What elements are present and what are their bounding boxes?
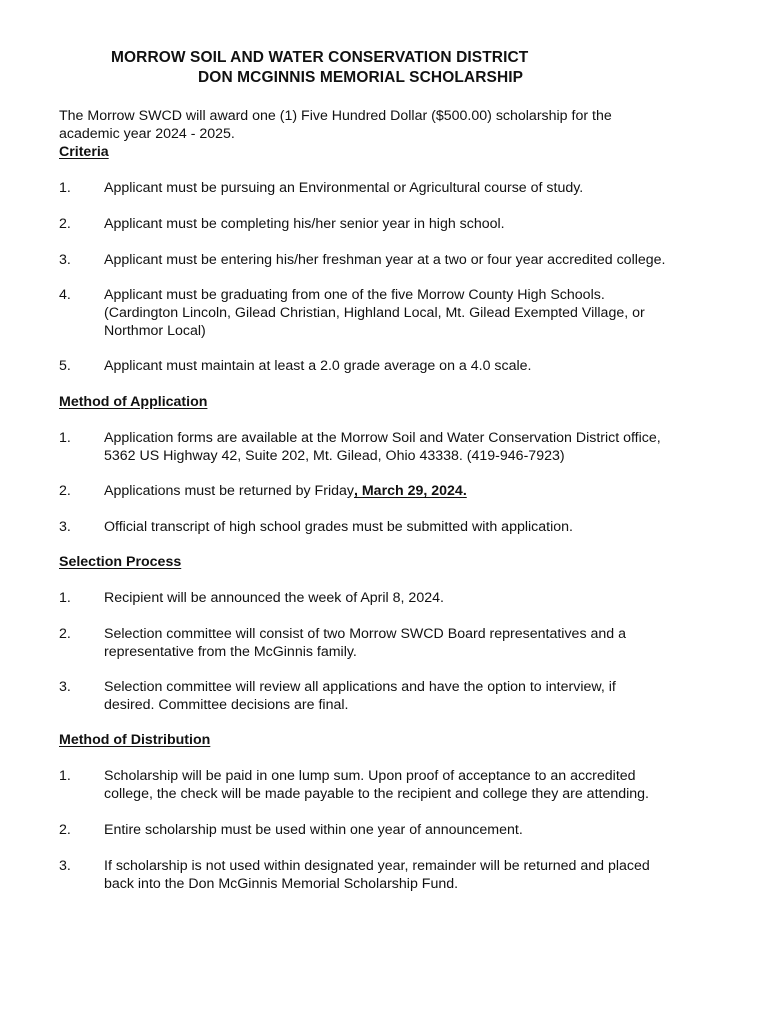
item-text-line: Applicant must be entering his/her freshman year at a two or four year accredited college. xyxy=(104,252,666,268)
item-text-line xyxy=(104,482,719,500)
item-text xyxy=(104,767,719,803)
item-text-line: Official transcript of high school grades must be submitted with application. xyxy=(104,519,573,535)
item-number: 3. xyxy=(59,519,71,535)
item-text xyxy=(104,589,719,607)
item-text xyxy=(104,482,719,500)
item-text-line: (Cardington Lincoln, Gilead Christian, Highland Local, Mt. Gilead Exempted Village, or xyxy=(104,305,645,321)
item-text xyxy=(104,678,719,714)
item-text-line: college, the check will be made payable to the recipient and college they are attending. xyxy=(104,786,649,802)
item-text xyxy=(104,251,719,269)
item-text-line: Applicant must maintain at least a 2.0 grade average on a 4.0 scale. xyxy=(104,358,532,374)
intro-paragraph xyxy=(59,107,709,143)
item-text xyxy=(104,215,719,233)
selection-process-heading: Selection Process xyxy=(59,554,182,570)
item-text xyxy=(104,518,719,536)
item-text-line: Selection committee will review all applications and have the option to interview, if xyxy=(104,679,616,695)
item-number: 5. xyxy=(59,358,71,374)
item-text xyxy=(104,286,719,340)
item-text-line: Application forms are available at the Morrow Soil and Water Conservation District office, xyxy=(104,430,661,446)
item-number: 1. xyxy=(59,590,71,606)
method-of-application-heading: Method of Application xyxy=(59,394,208,410)
item-text-line: 5362 US Highway 42, Suite 202, Mt. Gilead, Ohio 43338. (419-946-7923) xyxy=(104,448,565,464)
criteria-heading: Criteria xyxy=(59,144,109,160)
item-text xyxy=(104,357,719,375)
item-number: 2. xyxy=(59,216,71,232)
item-number: 4. xyxy=(59,287,71,303)
item-number: 3. xyxy=(59,679,71,695)
item-text-line: If scholarship is not used within designated year, remainder will be returned and placed xyxy=(104,858,650,874)
item-text-line: Entire scholarship must be used within one year of announcement. xyxy=(104,822,523,838)
item-text-line: Recipient will be announced the week of April 8, 2024. xyxy=(104,590,444,606)
method-of-distribution-heading: Method of Distribution xyxy=(59,732,211,748)
deadline-date: , March 29, 2024. xyxy=(353,483,467,499)
item-number: 1. xyxy=(59,430,71,446)
item-text-line: Scholarship will be paid in one lump sum. Upon proof of acceptance to an accredited xyxy=(104,768,636,784)
item-number: 2. xyxy=(59,626,71,642)
intro-line: The Morrow SWCD will award one (1) Five Hundred Dollar ($500.00) scholarship for the xyxy=(59,108,612,124)
item-text xyxy=(104,857,719,893)
document-title-line2: DON MCGINNIS MEMORIAL SCHOLARSHIP xyxy=(198,69,524,86)
item-text-line: Northmor Local) xyxy=(104,323,206,339)
item-text-line: back into the Don McGinnis Memorial Scholarship Fund. xyxy=(104,876,459,892)
deadline-prefix: Applications must be returned by Friday xyxy=(104,483,354,499)
item-text-line: desired. Committee decisions are final. xyxy=(104,697,349,713)
item-text xyxy=(104,821,719,839)
item-number: 3. xyxy=(59,858,71,874)
item-text-line: representative from the McGinnis family. xyxy=(104,644,357,660)
item-number: 2. xyxy=(59,483,71,499)
item-number: 1. xyxy=(59,180,71,196)
item-text-line: Applicant must be graduating from one of the five Morrow County High Schools. xyxy=(104,287,605,303)
item-text xyxy=(104,625,719,661)
intro-line: academic year 2024 - 2025. xyxy=(59,126,235,142)
item-text xyxy=(104,429,719,465)
item-text-line: Applicant must be completing his/her senior year in high school. xyxy=(104,216,505,232)
item-number: 1. xyxy=(59,768,71,784)
item-number: 2. xyxy=(59,822,71,838)
document-title-line1: MORROW SOIL AND WATER CONSERVATION DISTRICT xyxy=(111,49,529,66)
item-number: 3. xyxy=(59,252,71,268)
item-text-line: Applicant must be pursuing an Environmental or Agricultural course of study. xyxy=(104,180,584,196)
item-text-line: Selection committee will consist of two Morrow SWCD Board representatives and a xyxy=(104,626,626,642)
item-text xyxy=(104,179,719,197)
